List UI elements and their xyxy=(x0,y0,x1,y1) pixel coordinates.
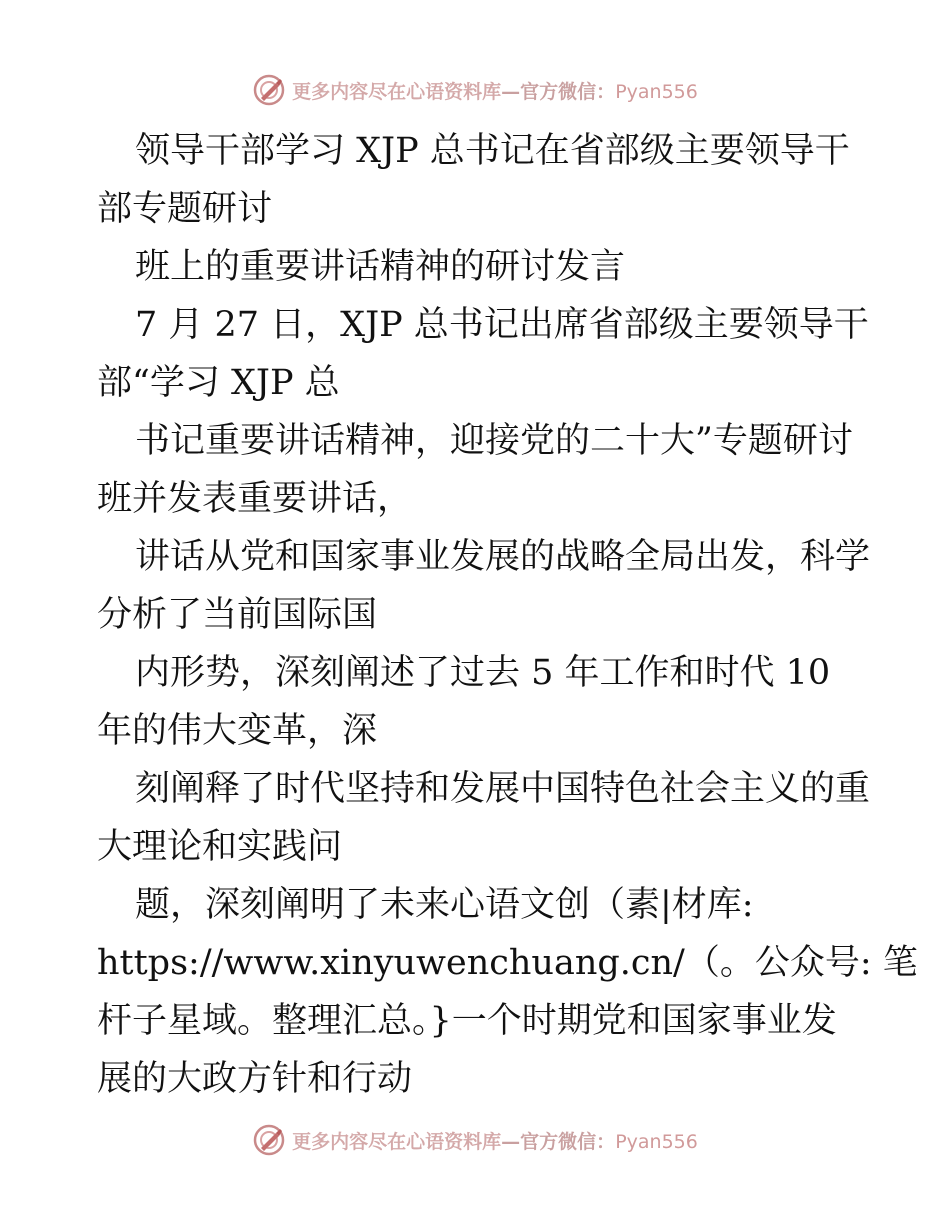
watermark-text xyxy=(292,77,698,104)
footer-watermark xyxy=(0,1120,950,1160)
text-line: 展的大政方针和行动 xyxy=(97,1059,413,1099)
text-line: https://www.xinyuwenchuang.cn/（。公众号: 笔 xyxy=(97,943,918,983)
text-line: 班上的重要讲话精神的研讨发言 xyxy=(135,247,626,287)
text-line: 年的伟大变革，深 xyxy=(97,711,378,751)
watermark-brand: 更多内容尽在心语资料库 xyxy=(292,1130,502,1153)
header-watermark xyxy=(0,70,950,110)
text-line: 部“学习 XJP 总 xyxy=(97,363,340,403)
brand-logo-icon xyxy=(252,1123,286,1157)
text-line: 杆子星域。整理汇总。}一个时期党和国家事业发 xyxy=(97,1001,837,1041)
text-line: 内形势，深刻阐述了过去 5 年工作和时代 10 xyxy=(135,653,831,693)
text-line: 班并发表重要讲话， xyxy=(97,479,413,519)
document-body xyxy=(97,122,918,1108)
watermark-text xyxy=(292,1127,698,1154)
brand-logo-icon xyxy=(252,73,286,107)
text-line: 题，深刻阐明了未来心语文创（素|材库: xyxy=(135,885,754,925)
text-line: 部专题研讨 xyxy=(97,189,273,229)
text-line: 讲话从党和国家事业发展的战略全局出发，科学 xyxy=(135,537,871,577)
watermark-separator: —官方微信： xyxy=(501,1130,616,1153)
text-line: 书记重要讲话精神，迎接党的二十大”专题研讨 xyxy=(135,421,853,461)
text-line: 领导干部学习 XJP 总书记在省部级主要领导干 xyxy=(135,131,850,171)
watermark-brand: 更多内容尽在心语资料库 xyxy=(292,80,502,103)
text-line: 刻阐释了时代坚持和发展中国特色社会主义的重 xyxy=(135,769,871,809)
text-line: 大理论和实践问 xyxy=(97,827,343,867)
watermark-wechat-id: Pyan556 xyxy=(615,1130,698,1153)
watermark-separator: —官方微信： xyxy=(501,80,616,103)
watermark-wechat-id: Pyan556 xyxy=(615,80,698,103)
text-line: 7 月 27 日，XJP 总书记出席省部级主要领导干 xyxy=(135,305,869,345)
text-line: 分析了当前国际国 xyxy=(97,595,378,635)
